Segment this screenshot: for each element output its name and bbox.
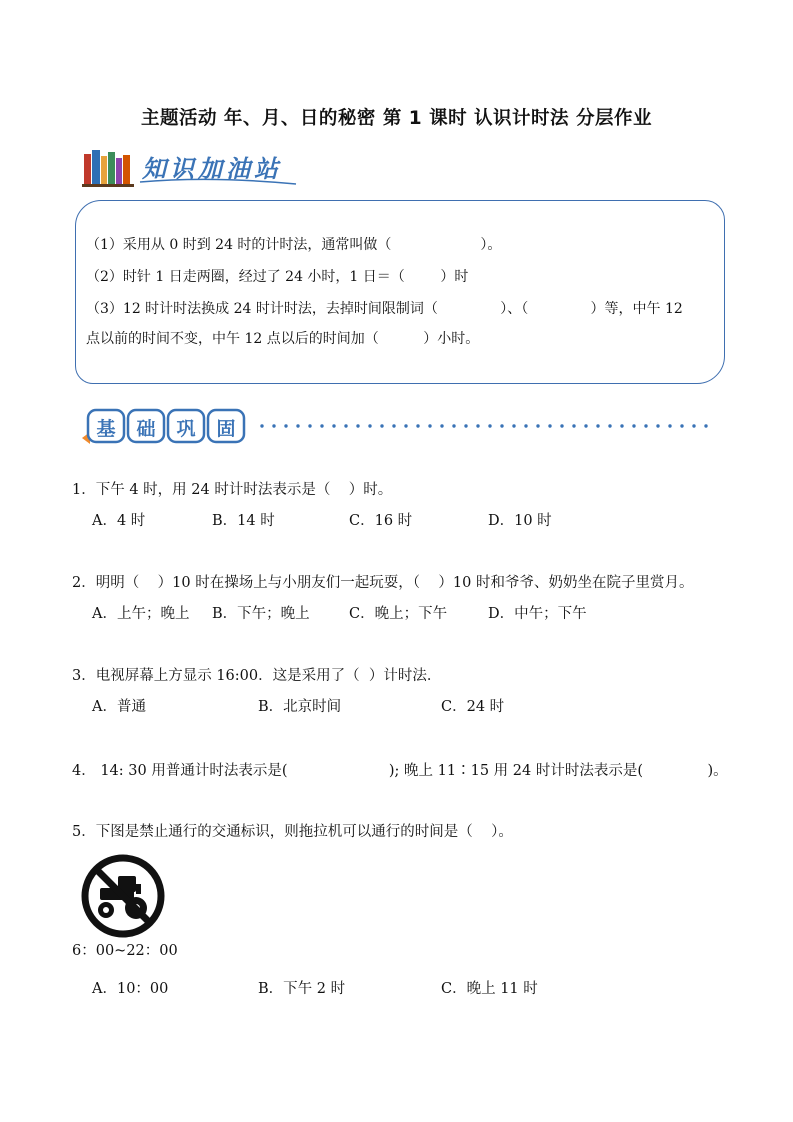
question-1-option-d[interactable]: D．10 时 <box>488 513 552 529</box>
knowledge-box <box>75 200 725 384</box>
knowledge-line-4: 点以前的时间不变，中午 12 点以后的时间加（ ）小时。 <box>86 331 480 347</box>
section-heading-char-4: 固 <box>216 418 236 440</box>
question-4-stem: 4． 14: 30 用普通计时法表示是( ); 晚上 11∶15 用 24 时计时法表示是( )。 <box>72 763 728 779</box>
knowledge-line-1: （1）采用从 0 时到 24 时的计时法，通常叫做（ ）。 <box>86 237 502 253</box>
question-1-option-c[interactable]: C．16 时 <box>349 513 413 529</box>
question-3-option-c[interactable]: C．24 时 <box>441 699 505 715</box>
question-2-option-c[interactable]: C．晚上；下午 <box>349 606 448 622</box>
question-5-option-b[interactable]: B．下午 2 时 <box>258 981 346 997</box>
question-5-option-c[interactable]: C．晚上 11 时 <box>441 981 538 997</box>
knowledge-line-3: （3）12 时计时法换成 24 时计时法，去掉时间限制词（ ）、（ ）等，中午 12 <box>86 301 683 317</box>
question-2-option-a[interactable]: A．上午；晚上 <box>92 606 190 622</box>
question-1-stem: 1．下午 4 时，用 24 时计时法表示是（ ）时。 <box>72 482 393 498</box>
question-3-option-a[interactable]: A．普通 <box>92 699 146 715</box>
sign-caption: 6：00~22：00 <box>72 943 178 959</box>
page-title: 主题活动 年、月、日的秘密 第 1 课时 认识计时法 分层作业 <box>140 108 653 129</box>
section-heading: 知识加油站 <box>142 155 282 183</box>
section-heading-char-1: 基 <box>96 418 116 440</box>
question-1-option-b[interactable]: B．14 时 <box>212 513 275 529</box>
knowledge-line-2: （2）时针 1 日走两圈，经过了 24 小时，1 日＝（ ）时 <box>86 269 469 285</box>
question-2-option-b[interactable]: B．下午；晚上 <box>212 606 310 622</box>
question-2-stem: 2．明明（ ）10 时在操场上与小朋友们一起玩耍，（ ）10 时和爷爷、奶奶坐在院子里赏月。 <box>72 575 694 591</box>
no-tractor-sign-icon <box>78 852 168 938</box>
question-2-option-d[interactable]: D．中午；下午 <box>488 606 587 622</box>
section-banner-knowledge <box>82 146 304 188</box>
section-heading-char-2: 础 <box>136 418 156 440</box>
question-5-option-a[interactable]: A．10：00 <box>92 981 169 997</box>
section-heading-char-3: 巩 <box>176 418 196 440</box>
question-1-option-a[interactable]: A．4 时 <box>92 513 146 529</box>
question-3-option-b[interactable]: B．北京时间 <box>258 699 342 715</box>
section-banner-basic <box>80 404 720 448</box>
question-5-stem: 5．下图是禁止通行的交通标识，则拖拉机可以通行的时间是（ ）。 <box>72 824 513 840</box>
question-3-stem: 3．电视屏幕上方显示 16:00．这是采用了（ ）计时法． <box>72 668 442 684</box>
